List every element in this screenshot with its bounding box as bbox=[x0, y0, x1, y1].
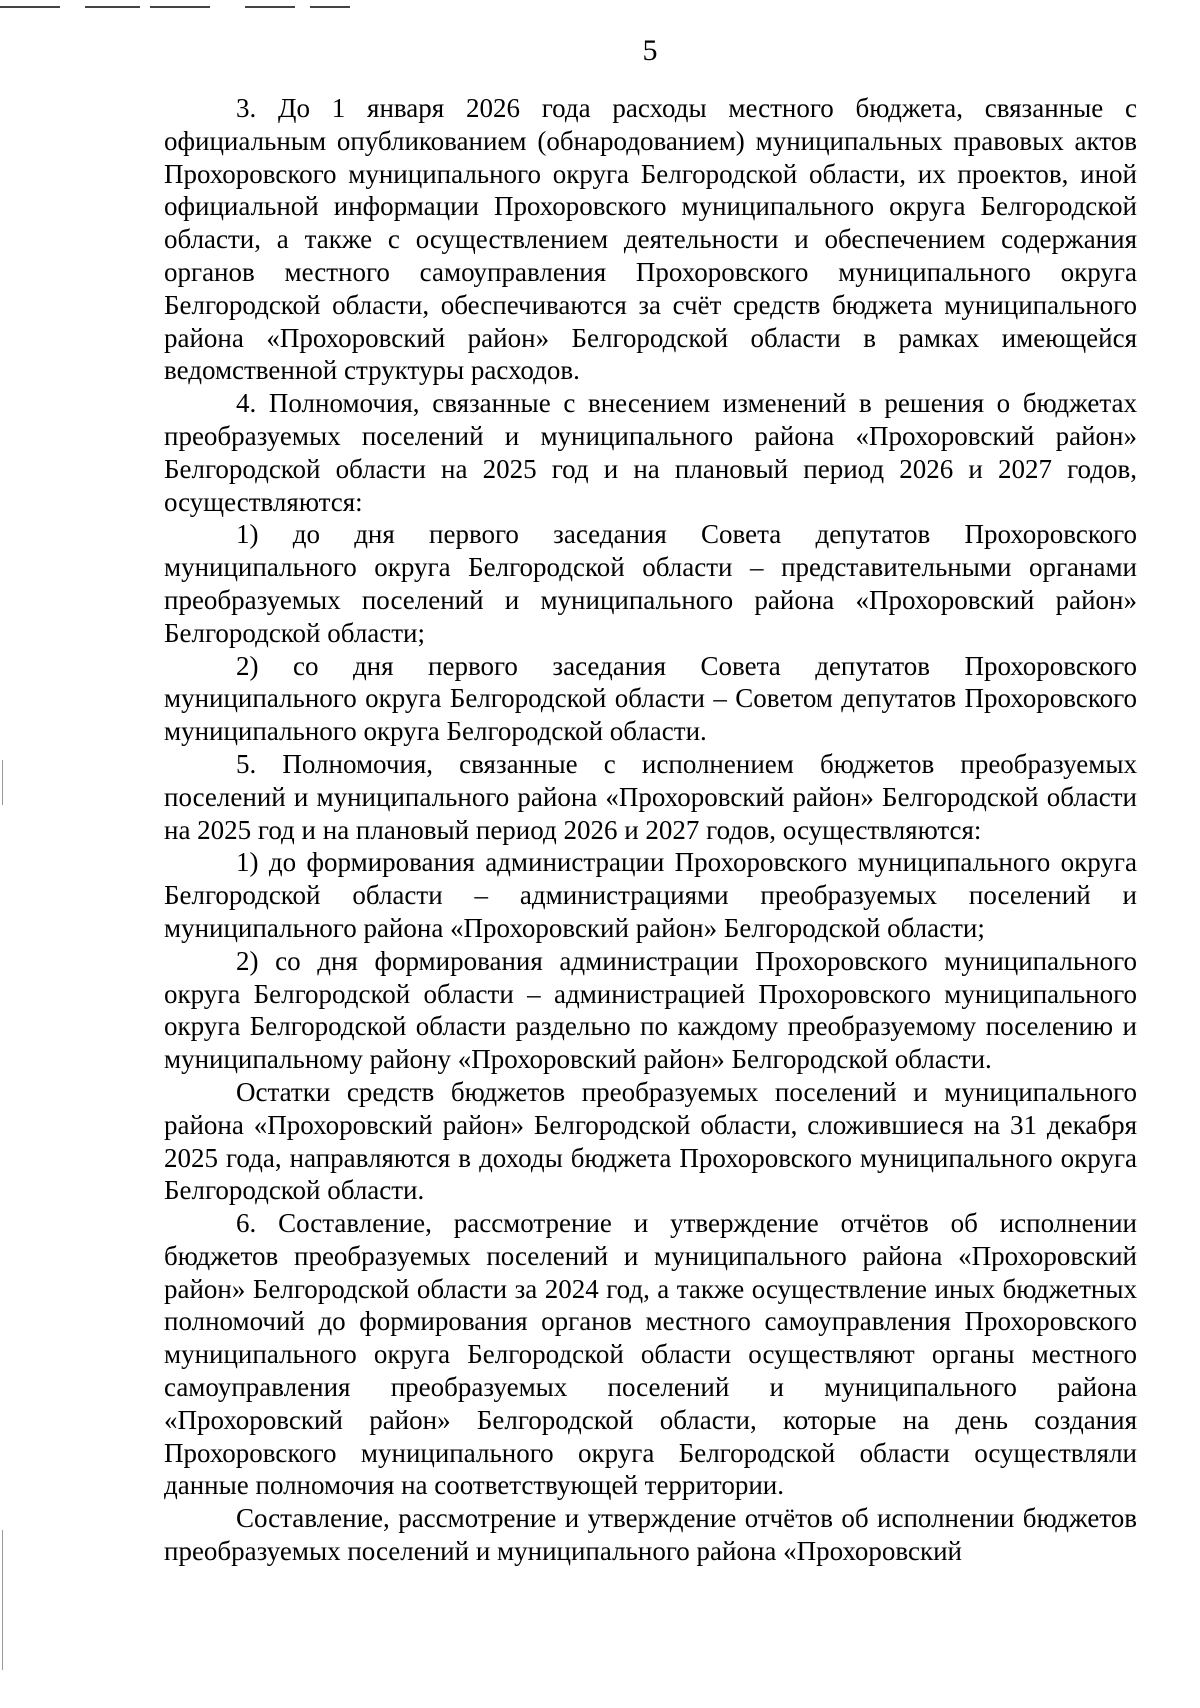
document-body bbox=[164, 92, 1137, 1568]
scan-margin-mark bbox=[2, 760, 3, 805]
scan-margin-mark bbox=[2, 1530, 3, 1670]
scan-artifact-line bbox=[85, 6, 140, 8]
paragraph-remaining-funds: Остатки средств бюджетов преобразуемых поселений и муниципального района «Прохоровский район» Белгородской области, сложившиеся на 31 декабря 2025 года, направляются в доходы бюджета Прохоровского муниципального округа Белгородской области. bbox=[164, 1076, 1137, 1206]
page-number: 5 bbox=[642, 34, 658, 67]
paragraph-continuation: Составление, рассмотрение и утверждение отчётов об исполнении бюджетов преобразуемых поселений и муниципального района «Прохоровский bbox=[164, 1503, 1137, 1567]
paragraph-subitem-4-1: 1) до дня первого заседания Совета депутатов Прохоровского муниципального округа Белгородской области – представительными органами преобразуемых поселений и муниципального района «Прохоровский район» Белгородской области; bbox=[164, 519, 1137, 648]
paragraph-subitem-5-1: 1) до формирования администрации Прохоровского муниципального округа Белгородской области – администрациями преобразуемых поселений и муниципального района «Прохоровский район» Белгородской области; bbox=[164, 847, 1137, 943]
scan-artifact-line bbox=[310, 6, 350, 8]
scan-artifact-line bbox=[150, 6, 210, 8]
scan-artifact-line bbox=[245, 6, 295, 8]
paragraph-item-3: 3. До 1 января 2026 года расходы местного бюджета, связанные с официальным опубликованием (обнародованием) муниципальных правовых актов Прохоровского муниципального округа Белгородской области, их проектов, иной официальной информации Прохоровского муниципального округа Белгородской области, а также с осуществлением деятельности и обеспечением содержания органов местного самоуправления Прохоровского муниципального округа Белгородской области, обеспечиваются за счёт средств бюджета муниципального района «Прохоровский район» Белгородской области в рамках имеющейся ведомственной структуры расходов. bbox=[164, 93, 1137, 386]
paragraph-item-6: 6. Составление, рассмотрение и утверждение отчётов об исполнении бюджетов преобразуемых поселений и муниципального района «Прохоровский район» Белгородской области за 2024 год, а также осуществление иных бюджетных полномочий до формирования органов местного самоуправления Прохоровского муниципального округа Белгородской области осуществляют органы местного самоуправления преобразуемых поселений и муниципального района «Прохоровский район» Белгородской области, которые на день создания Прохоровского муниципального округа Белгородской области осуществляли данные полномочия на соответствующей территории. bbox=[164, 1208, 1137, 1501]
paragraph-subitem-5-2: 2) со дня формирования администрации Прохоровского муниципального округа Белгородской области – администрацией Прохоровского муниципального округа Белгородской области раздельно по каждому преобразуемому поселению и муниципальному району «Прохоровский район» Белгородской области. bbox=[164, 945, 1137, 1075]
paragraph-item-4: 4. Полномочия, связанные с внесением изменений в решения о бюджетах преобразуемых поселений и муниципального района «Прохоровский район» Белгородской области на 2025 год и на плановый период 2026 и 2027 годов, осуществляются: bbox=[164, 388, 1137, 517]
paragraph-item-5: 5. Полномочия, связанные с исполнением бюджетов преобразуемых поселений и муниципального района «Прохоровский район» Белгородской области на 2025 год и на плановый период 2026 и 2027 годов, осуществляются: bbox=[164, 748, 1137, 845]
paragraph-subitem-4-2: 2) со дня первого заседания Совета депутатов Прохоровского муниципального округа Белгородской области – Советом депутатов Прохоровского муниципального округа Белгородской области. bbox=[164, 650, 1137, 747]
scan-artifact-line bbox=[0, 6, 60, 8]
